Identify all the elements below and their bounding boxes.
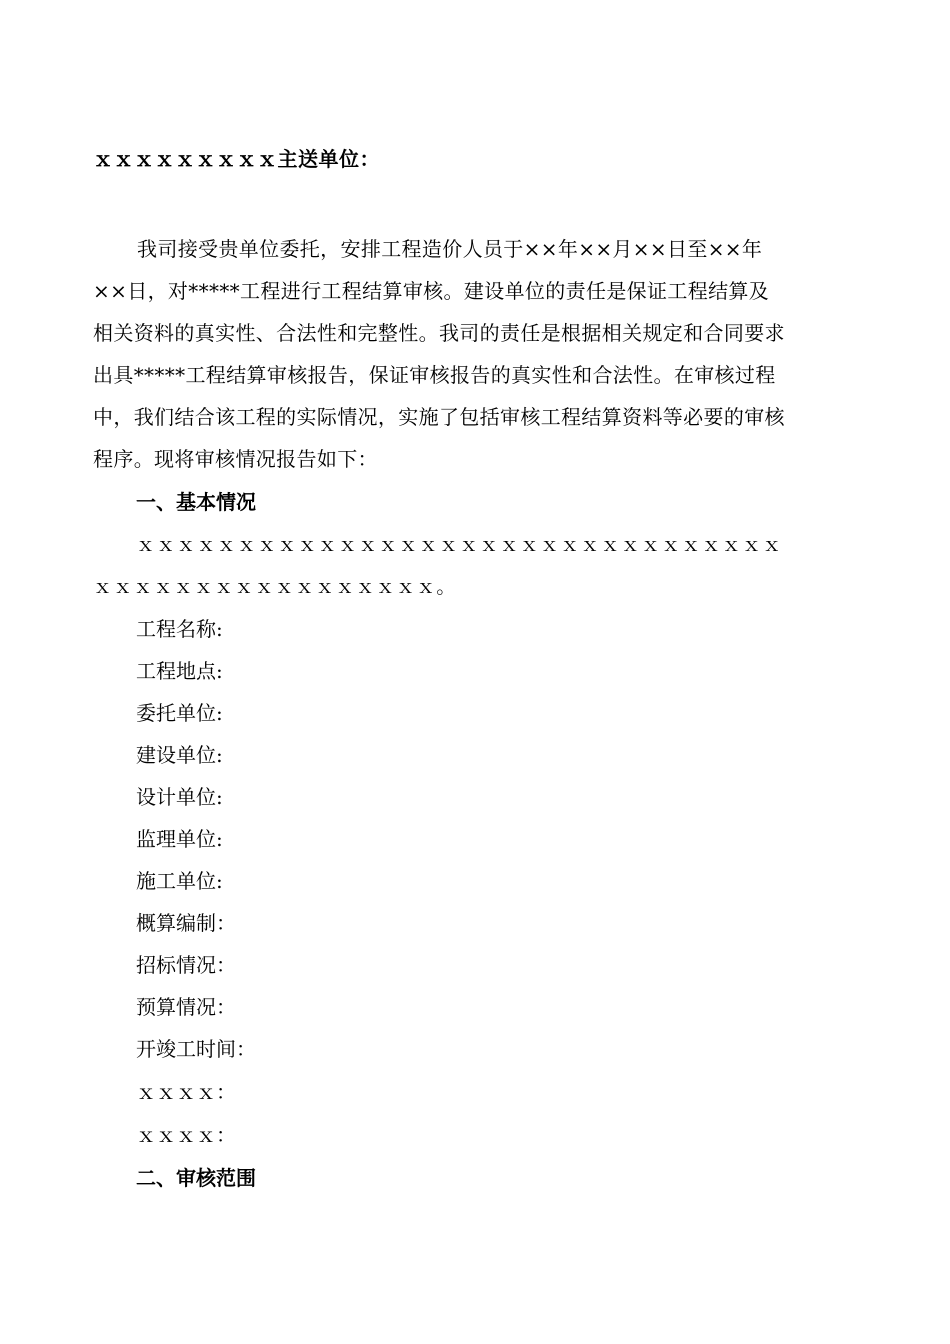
- field-placeholder-2: ｘｘｘｘ：: [136, 1123, 236, 1147]
- description-line-2: ｘｘｘｘｘｘｘｘｘｘｘｘｘｘｘｘｘ。: [93, 576, 457, 598]
- field-design-unit: 设计单位:: [136, 785, 223, 809]
- intro-line-5: 中，我们结合该工程的实际情况，实施了包括审核工程结算资料等必要的审核: [93, 405, 785, 429]
- field-construction-unit: 建设单位:: [136, 743, 223, 767]
- intro-line-3: 相关资料的真实性、合法性和完整性。我司的责任是根据相关规定和合同要求: [93, 321, 785, 345]
- field-contractor: 施工单位:: [136, 869, 223, 893]
- description-line-1: ｘｘｘｘｘｘｘｘｘｘｘｘｘｘｘｘｘｘｘｘｘｘｘｘｘｘｘｘｘｘｘｘ: [136, 534, 783, 556]
- field-project-location: 工程地点:: [136, 659, 223, 683]
- field-budget-estimate: 概算编制：: [136, 911, 236, 935]
- field-client: 委托单位:: [136, 701, 223, 725]
- field-tender-status: 招标情况：: [136, 953, 236, 977]
- addressee-line: ｘｘｘｘｘｘｘｘｘ主送单位：: [93, 147, 380, 171]
- field-supervision-unit: 监理单位:: [136, 827, 223, 851]
- field-budget-status: 预算情况：: [136, 995, 236, 1019]
- field-placeholder-1: ｘｘｘｘ：: [136, 1080, 236, 1104]
- intro-line-4: 出具*****工程结算审核报告，保证审核报告的真实性和合法性。在审核过程: [93, 363, 776, 387]
- section-heading-audit-scope: 二、审核范围: [136, 1166, 256, 1190]
- intro-line-1: 我司接受贵单位委托，安排工程造价人员于××年××月××日至××年: [137, 237, 763, 261]
- field-project-name: 工程名称:: [136, 617, 223, 641]
- intro-line-6: 程序。现将审核情况报告如下：: [93, 447, 378, 471]
- field-schedule: 开竣工时间：: [136, 1037, 256, 1061]
- intro-line-2: ××日，对*****工程进行工程结算审核。建设单位的责任是保证工程结算及: [93, 279, 770, 303]
- section-heading-basic-info: 一、基本情况: [136, 490, 256, 514]
- intro-paragraph: [93, 228, 863, 480]
